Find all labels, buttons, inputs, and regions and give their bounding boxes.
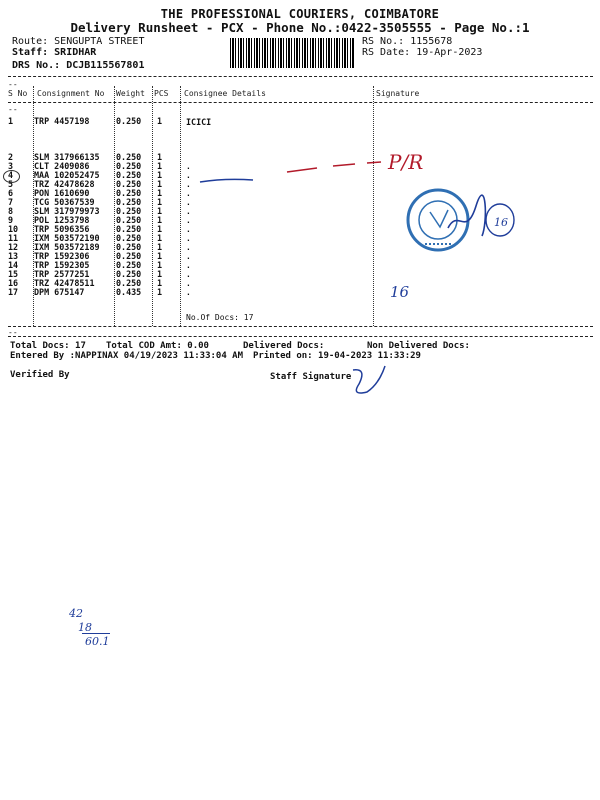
row-consignee: . xyxy=(186,261,191,270)
row-consignee: . xyxy=(186,162,191,171)
row-weight: 0.250 xyxy=(116,233,142,243)
row-sno: 4 xyxy=(8,170,14,180)
row-weight: 0.250 xyxy=(116,116,142,126)
row-consignment: PON 1610690 xyxy=(34,188,90,198)
row-weight: 0.435 xyxy=(116,287,142,297)
row-consignment: IXM 503572189 xyxy=(34,242,100,252)
rs-date-value: 19-Apr-2023 xyxy=(416,47,483,58)
row-pcs: 1 xyxy=(157,269,163,279)
row-sno: 12 xyxy=(8,242,19,252)
row-weight: 0.250 xyxy=(116,242,142,252)
drs-value: DCJB115567801 xyxy=(66,60,145,71)
route-label: Route: xyxy=(12,36,49,47)
row-pcs: 1 xyxy=(157,152,163,162)
row-consignee: . xyxy=(186,279,191,288)
row-weight: 0.250 xyxy=(116,215,142,225)
row-sno: 2 xyxy=(8,152,14,162)
row-sno: 7 xyxy=(8,197,14,207)
route-line xyxy=(12,36,144,47)
row-sno: 6 xyxy=(8,188,14,198)
row-weight: 0.250 xyxy=(116,188,142,198)
row-sno: 13 xyxy=(8,251,19,261)
row-sno: 10 xyxy=(8,224,19,234)
handwritten-16: 16 xyxy=(390,283,410,301)
column-separator xyxy=(373,86,374,326)
total-docs: Total Docs: 17 xyxy=(10,341,86,351)
delivered-docs: Delivered Docs: xyxy=(243,341,325,351)
col-weight-header: Weight xyxy=(116,89,145,98)
row-pcs: 1 xyxy=(157,215,163,225)
row-pcs: 1 xyxy=(157,287,163,297)
row-pcs: 1 xyxy=(157,260,163,270)
route-value: SENGUPTA STREET xyxy=(54,36,145,47)
row-consignee: . xyxy=(186,171,191,180)
table-row xyxy=(8,117,248,126)
row-consignee: . xyxy=(186,216,191,225)
circle-mark xyxy=(3,170,20,183)
row-sno: 17 xyxy=(8,287,19,297)
rs-no-value: 1155678 xyxy=(410,36,453,47)
row-consignment: TRP 1592306 xyxy=(34,251,90,261)
drs-line xyxy=(12,60,144,71)
row-pcs: 1 xyxy=(157,161,163,171)
printed-on: Printed on: 19-04-2023 11:33:29 xyxy=(253,351,421,361)
row-sno: 9 xyxy=(8,215,14,225)
row-weight: 0.250 xyxy=(116,152,142,162)
drs-label: DRS No.: xyxy=(12,60,61,71)
rs-date-label: RS Date: xyxy=(362,47,411,58)
row-consignee: . xyxy=(186,198,191,207)
row-consignment: IXM 503572190 xyxy=(34,233,100,243)
row-consignment: TRP 2577251 xyxy=(34,269,90,279)
row-sno: 5 xyxy=(8,179,14,189)
row-consignee: . xyxy=(186,288,191,297)
row-sno: 3 xyxy=(8,161,14,171)
row-weight: 0.250 xyxy=(116,278,142,288)
row-weight: 0.250 xyxy=(116,251,142,261)
row-consignee: . xyxy=(186,225,191,234)
staff-label: Staff: xyxy=(12,47,49,58)
staff-line xyxy=(12,47,96,58)
staff-value: SRIDHAR xyxy=(54,47,97,58)
row-consignment: TRZ 42478511 xyxy=(34,278,95,288)
staff-signature-scribble xyxy=(345,360,405,400)
row-consignee: . xyxy=(186,189,191,198)
calc-underline xyxy=(82,633,110,634)
verified-by: Verified By xyxy=(10,370,70,380)
rs-date-line xyxy=(362,47,482,58)
row-consignee: . xyxy=(186,207,191,216)
row-consignment: TRP 4457198 xyxy=(34,116,90,126)
row-weight: 0.250 xyxy=(116,260,142,270)
row-pcs: 1 xyxy=(157,251,163,261)
row-weight: 0.250 xyxy=(116,179,142,189)
col-pcs-header: PCS xyxy=(154,89,169,98)
col-consignment-header: Consignment No xyxy=(37,89,105,98)
row-pcs: 1 xyxy=(157,206,163,216)
runsheet-subtitle: Delivery Runsheet - PCX - Phone No.:0422-3505555 - Page No.:1 xyxy=(70,20,530,35)
row-consignment: TRP 1592305 xyxy=(34,260,90,270)
row-consignment: TRP 5096356 xyxy=(34,224,90,234)
handwritten-calc-1: 42 xyxy=(69,607,83,620)
divider xyxy=(8,326,593,327)
row-consignment: MAA 102052475 xyxy=(34,170,100,180)
row-consignment: SLM 317966135 xyxy=(34,152,100,162)
staff-signature-label: Staff Signature xyxy=(270,372,352,382)
row-weight: 0.250 xyxy=(116,161,142,171)
handwritten-calc-3: 60.1 xyxy=(85,635,110,648)
row-sno: 1 xyxy=(8,116,14,126)
row-consignment: SLM 317979973 xyxy=(34,206,100,216)
company-title: THE PROFESSIONAL COURIERS, COIMBATORE xyxy=(160,7,440,21)
non-delivered-docs: Non Delivered Docs: xyxy=(367,341,470,351)
row-consignment: TCG 50367539 xyxy=(34,197,95,207)
row-pcs: 1 xyxy=(157,242,163,252)
row-weight: 0.250 xyxy=(116,170,142,180)
row-sno: 16 xyxy=(8,278,19,288)
rs-no-label: RS No.: xyxy=(362,36,405,47)
signature-scribble xyxy=(440,188,520,248)
row-weight: 0.250 xyxy=(116,206,142,216)
row-consignee: . xyxy=(186,252,191,261)
total-cod: Total COD Amt: 0.00 xyxy=(106,341,209,351)
row-sno: 14 xyxy=(8,260,19,270)
barcode xyxy=(230,38,355,68)
divider xyxy=(8,102,593,103)
col-consignee-header: Consignee Details xyxy=(184,89,266,98)
row-sno: 11 xyxy=(8,233,19,243)
row-pcs: 1 xyxy=(157,179,163,189)
row-pcs: 1 xyxy=(157,170,163,180)
no-of-docs: No.Of Docs: 17 xyxy=(186,313,254,322)
handwritten-pr: P/R xyxy=(388,150,424,174)
row-weight: 0.250 xyxy=(116,224,142,234)
row-pcs: 1 xyxy=(157,116,163,126)
handwritten-dash-line xyxy=(195,150,395,190)
table-row xyxy=(8,288,248,297)
entered-by: Entered By :NAPPINAX 04/19/2023 11:33:04 AM xyxy=(10,351,243,361)
row-consignment: CLT 2409086 xyxy=(34,161,90,171)
row-consignee: . xyxy=(186,270,191,279)
rs-no-line xyxy=(362,36,452,47)
row-consignee: . xyxy=(186,180,191,189)
row-pcs: 1 xyxy=(157,278,163,288)
row-consignment: DPM 675147 xyxy=(34,287,85,297)
row-weight: 0.250 xyxy=(116,197,142,207)
col-sno-header: S No xyxy=(8,89,28,98)
divider xyxy=(8,76,593,77)
row-consignee: . xyxy=(186,243,191,252)
row-consignee: ICICI xyxy=(186,117,212,127)
row-consignment: TRZ 42478628 xyxy=(34,179,95,189)
row-pcs: 1 xyxy=(157,224,163,234)
row-pcs: 1 xyxy=(157,197,163,207)
row-consignment: POL 1253798 xyxy=(34,215,90,225)
handwritten-calc-2: 18 xyxy=(78,621,92,634)
row-weight: 0.250 xyxy=(116,269,142,279)
row-pcs: 1 xyxy=(157,188,163,198)
row-consignee: . xyxy=(186,234,191,243)
col-signature-header: Signature xyxy=(376,89,420,98)
row-sno: 15 xyxy=(8,269,19,279)
row-sno: 8 xyxy=(8,206,14,216)
handwritten-sig-number: 16 xyxy=(494,216,508,229)
divider xyxy=(8,336,593,337)
row-pcs: 1 xyxy=(157,233,163,243)
